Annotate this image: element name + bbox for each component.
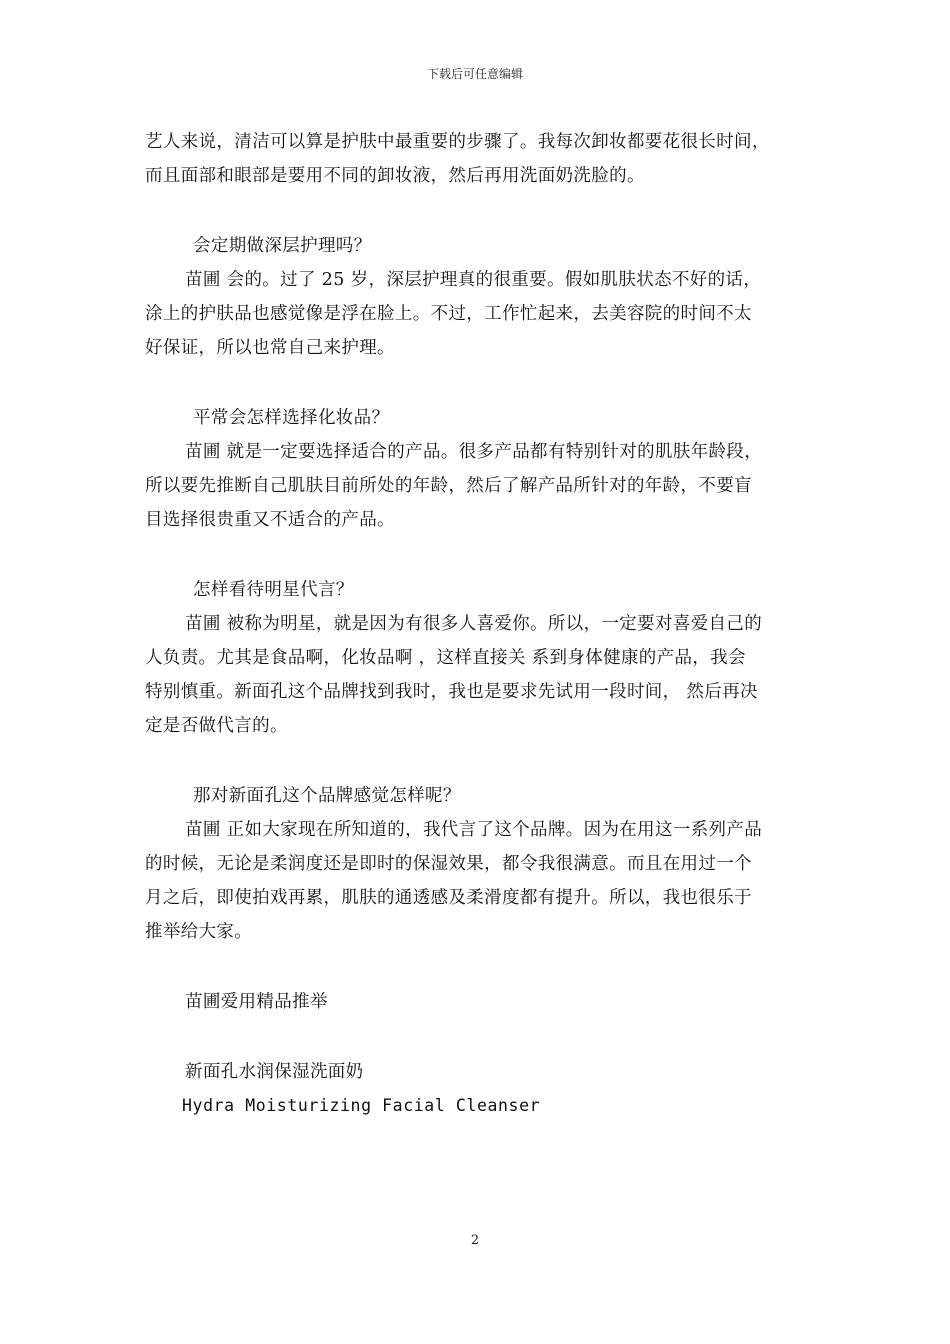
product-name-en: Hydra Moisturizing Facial Cleanser: [182, 1096, 541, 1115]
answer-line: 涂上的护肤品也感觉像是浮在脸上。不过，工作忙起来，去美容院的时间不太: [145, 304, 752, 324]
answer-line: 好保证，所以也常自己来护理。: [145, 338, 395, 358]
answer-line: 目选择很贵重又不适合的产品。: [145, 510, 395, 530]
section-title: 苗圃爱用精品推举: [185, 992, 328, 1012]
answer-line: 苗圃 就是一定要选择适合的产品。很多产品都有特别针对的肌肤年龄段，: [185, 442, 763, 462]
paragraph-gap: [145, 743, 821, 779]
answer-line: 苗圃 被称为明星，就是因为有很多人喜爱你。所以，一定要对喜爱自己的: [185, 614, 763, 634]
answer-line: 苗圃 正如大家现在所知道的，我代言了这个品牌。因为在用这一系列产品: [185, 820, 763, 840]
product-name-cn: 新面孔水润保湿洗面奶: [185, 1062, 364, 1082]
document-body: [145, 125, 821, 1123]
answer-line: 定是否做代言的。: [145, 716, 288, 736]
answer-line: 推举给大家。: [145, 922, 253, 942]
question-heading: 平常会怎样选择化妆品？: [193, 408, 390, 428]
answer-line: 月之后，即使拍戏再累，肌肤的通透感及柔滑度都有提升。所以，我也很乐于: [145, 888, 752, 908]
answer-line: 特别慎重。新面孔这个品牌找到我时，我也是要求先试用一段时间， 然后再决: [145, 682, 758, 702]
answer-line: 苗圃 会的。过了 25 岁，深层护理真的很重要。假如肌肤状态不好的话，: [185, 270, 762, 290]
answer-line: 人负责。尤其是食品啊，化妆品啊 ，这样直接关 系到身体健康的产品，我会: [145, 648, 746, 668]
paragraph-line: 而且面部和眼部是要用不同的卸妆液，然后再用洗面奶洗脸的。: [145, 166, 645, 186]
page-number: 2: [470, 1233, 480, 1248]
paragraph-line: 艺人来说，清洁可以算是护肤中最重要的步骤了。我每次卸妆都要花很长时间，: [145, 132, 770, 152]
question-heading: 那对新面孔这个品牌感觉怎样呢？: [193, 786, 461, 806]
answer-line: 的时候，无论是柔润度还是即时的保湿效果，都令我很满意。而且在用过一个: [145, 854, 752, 874]
question-heading: 怎样看待明星代言？: [193, 580, 354, 600]
page-header: 下载后可任意编辑: [426, 67, 523, 81]
paragraph-gap: [145, 365, 821, 401]
answer-line: 所以要先推断自己肌肤目前所处的年龄，然后了解产品所针对的年龄，不要盲: [145, 476, 752, 496]
paragraph-gap: [145, 193, 821, 229]
paragraph-gap: [145, 537, 821, 573]
question-heading: 会定期做深层护理吗？: [193, 236, 372, 256]
paragraph-gap: [145, 1019, 821, 1055]
paragraph-gap: [145, 949, 821, 985]
